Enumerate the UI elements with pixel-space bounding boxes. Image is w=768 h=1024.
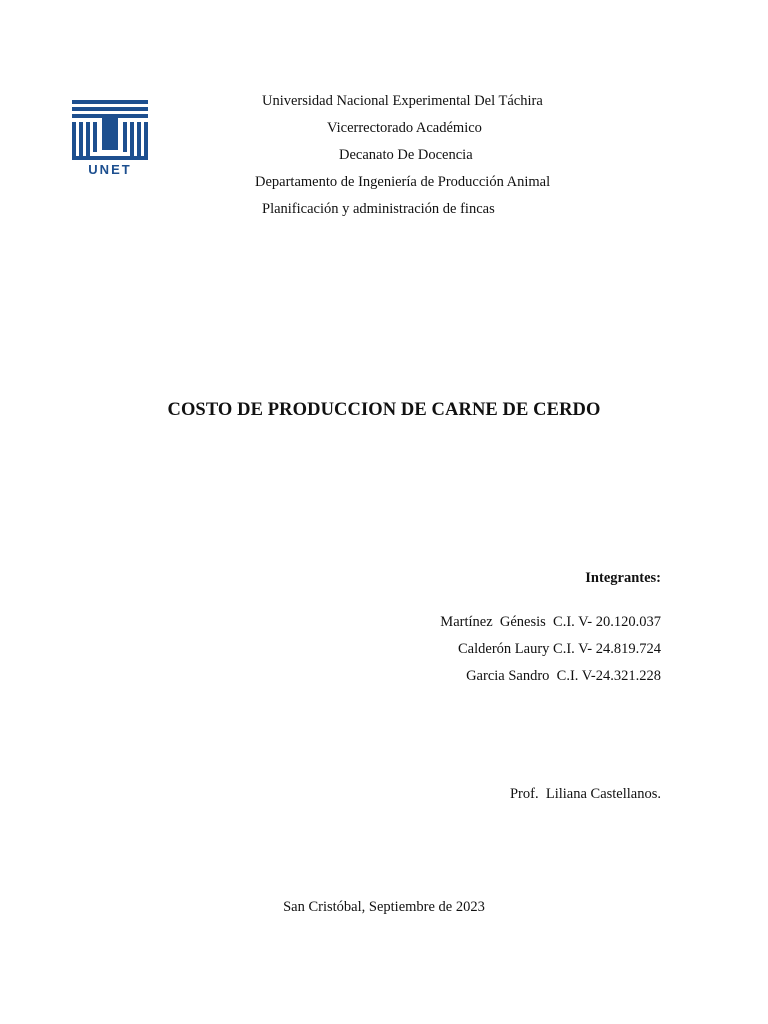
university-name: Universidad Nacional Experimental Del Táchira (262, 93, 543, 109)
professor-name: Prof. Liliana Castellanos. (509, 786, 661, 802)
member-2: Calderón Laury C.I. V- 24.819.724 (458, 641, 661, 657)
course-name: Planificación y administración de fincas (262, 201, 495, 217)
member-1: Martínez Génesis C.I. V- 20.120.037 (440, 614, 661, 630)
document-title: COSTO DE PRODUCCION DE CARNE DE CERDO (167, 400, 601, 420)
member-3: Garcia Sandro C.I. V-24.321.228 (466, 668, 661, 684)
deanery: Decanato De Docencia (339, 147, 473, 163)
place-date: San Cristóbal, Septiembre de 2023 (283, 899, 485, 915)
vice-rectorate: Vicerrectorado Académico (327, 120, 482, 136)
department: Departamento de Ingeniería de Producción Animal (255, 174, 551, 190)
unet-logo (72, 100, 148, 176)
logo-text: UNET (88, 162, 132, 176)
members-label: Integrantes: (585, 570, 661, 586)
